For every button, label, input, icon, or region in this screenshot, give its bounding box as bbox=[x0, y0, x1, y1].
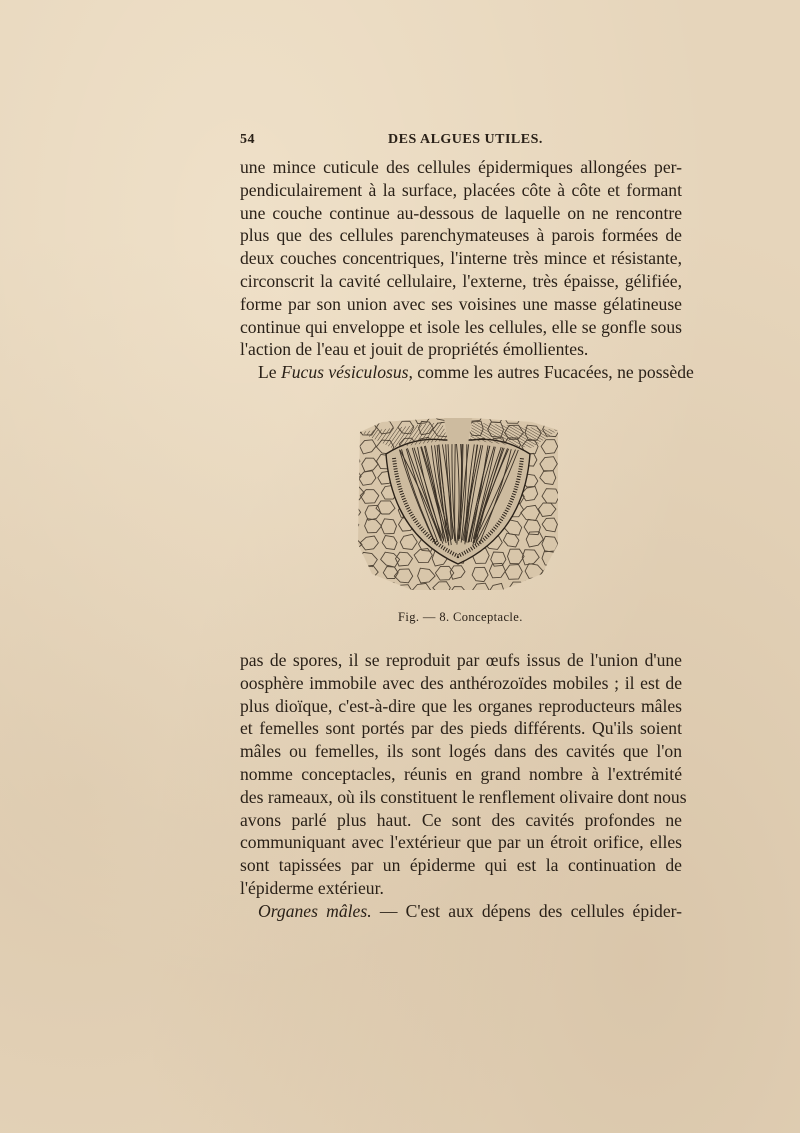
text-line: pendiculairement à la surface, placées côte à côte et formant bbox=[240, 179, 682, 200]
text-line: oosphère immobile avec des anthérozoïdes mobiles ; il est de bbox=[240, 672, 682, 693]
text-line: pas de spores, il se reproduit par œufs issus de l'union d'une bbox=[240, 650, 682, 670]
conceptacle-illustration bbox=[352, 414, 564, 594]
text-line: et femelles sont portés par des pieds différents. Qu'ils soient bbox=[240, 718, 682, 739]
text-line: deux couches concentriques, l'interne très mince et résistante, bbox=[240, 248, 682, 269]
text-fragment: comme les autres Fucacées, ne possède bbox=[412, 362, 694, 383]
species-name: Fucus vésiculosus, bbox=[280, 362, 413, 383]
text-line-paragraph-start bbox=[240, 361, 694, 384]
text-line: l'épiderme extérieur. bbox=[240, 877, 384, 898]
text-line: l'action de l'eau et jouit de propriétés émollientes. bbox=[240, 339, 589, 360]
text-fragment: — C'est aux dépens des cellules épider- bbox=[371, 900, 682, 921]
text-block-bottom bbox=[240, 649, 687, 923]
text-line: plus que des cellules parenchymateuses à parois formées de bbox=[240, 225, 682, 246]
text-line: plus dioïque, c'est-à-dire que les organes reproducteurs mâles bbox=[240, 695, 682, 716]
text-line: forme par son union avec ses voisines une masse gélatineuse bbox=[240, 293, 682, 314]
text-block-top bbox=[240, 156, 694, 384]
text-line: avons parlé plus haut. Ce sont des cavités profondes ne bbox=[240, 809, 682, 830]
page-number: 54 bbox=[240, 132, 255, 147]
text-line: mâles ou femelles, ils sont logés dans des cavités que l'on bbox=[240, 741, 682, 762]
page-header bbox=[240, 132, 682, 152]
section-heading: Organes mâles. bbox=[258, 900, 372, 921]
text-line: sont tapissées par un épiderme qui est la continuation de bbox=[240, 855, 682, 876]
figure-caption: Fig. — 8. Conceptacle. bbox=[398, 610, 523, 624]
conceptacle-figure bbox=[352, 414, 564, 594]
text-line: nomme conceptacles, réunis en grand nombre à l'extrémité bbox=[240, 763, 682, 784]
text-line: communiquant avec l'extérieur que par un étroit orifice, elles bbox=[240, 832, 682, 853]
text-line-paragraph-start bbox=[240, 900, 682, 923]
text-line: des rameaux, où ils constituent le renflement olivaire dont nous bbox=[240, 786, 687, 807]
text-fragment: Le bbox=[258, 362, 281, 383]
text-line: une mince cuticule des cellules épidermiques allongées per- bbox=[240, 157, 682, 177]
text-line: une couche continue au-dessous de laquelle on ne rencontre bbox=[240, 202, 682, 223]
text-line: circonscrit la cavité cellulaire, l'externe, très épaisse, gélifiée, bbox=[240, 270, 682, 291]
running-head: DES ALGUES UTILES. bbox=[388, 132, 543, 147]
text-line: continue qui enveloppe et isole les cellules, elle se gonfle sous bbox=[240, 316, 682, 337]
